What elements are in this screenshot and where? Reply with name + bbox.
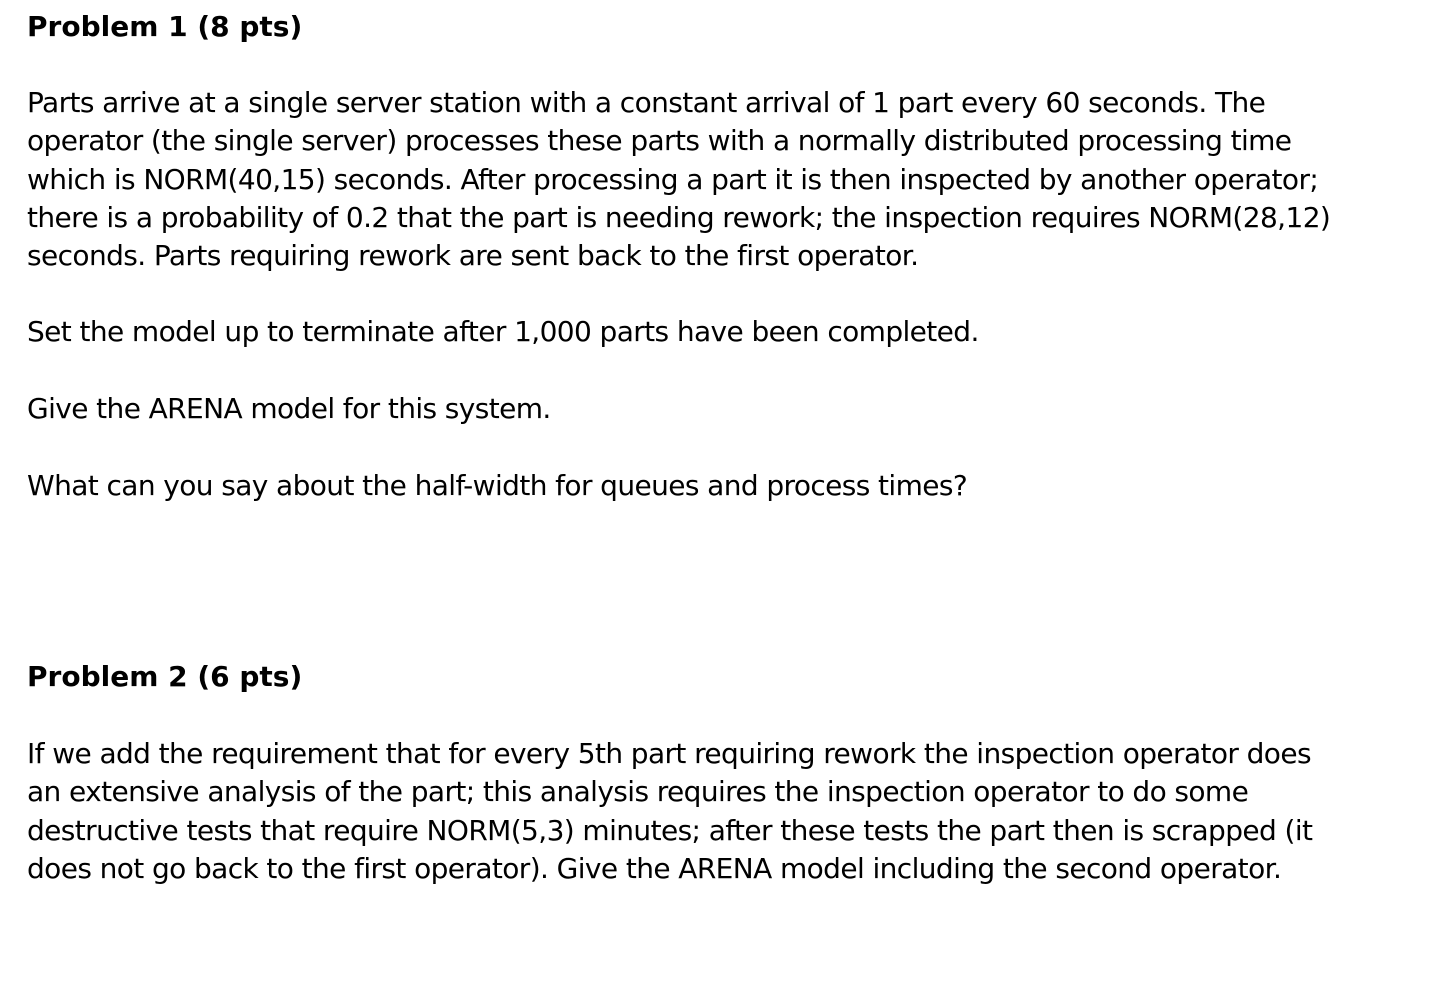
problem-2-description-line: destructive tests that require NORM(5,3) minutes; after these tests the part then is scrapped (it bbox=[27, 813, 1313, 847]
problem-1-halfwidth-question: What can you say about the half-width for queues and process times? bbox=[27, 469, 968, 502]
problem-1-description-line: operator (the single server) processes these parts with a normally distributed processing time bbox=[27, 124, 1292, 158]
problem-1-description bbox=[27, 84, 1330, 275]
problem-2-description bbox=[27, 735, 1312, 888]
problem-1-model-question: Give the ARENA model for this system. bbox=[27, 392, 551, 425]
problem-1-heading: Problem 1 (8 pts) bbox=[27, 10, 303, 43]
problem-1-description-line: seconds. Parts requiring rework are sent back to the first operator. bbox=[27, 239, 919, 273]
problem-1-termination: Set the model up to terminate after 1,000 parts have been completed. bbox=[27, 315, 979, 348]
problem-1-description-line: there is a probability of 0.2 that the part is needing rework; the inspection requires NORM(28,12) bbox=[27, 200, 1331, 234]
problem-2-heading: Problem 2 (6 pts) bbox=[27, 660, 303, 693]
problem-1-description-line: Parts arrive at a single server station with a constant arrival of 1 part every 60 seconds. The bbox=[27, 86, 1266, 119]
problem-2-description-line: an extensive analysis of the part; this analysis requires the inspection operator to do some bbox=[27, 775, 1249, 809]
problem-2-description-line: does not go back to the first operator). Give the ARENA model including the second operator. bbox=[27, 851, 1282, 885]
problem-2-description-line: If we add the requirement that for every 5th part requiring rework the inspection operator does bbox=[27, 737, 1311, 770]
problem-1-description-line: which is NORM(40,15) seconds. After processing a part it is then inspected by another operator; bbox=[27, 162, 1319, 196]
